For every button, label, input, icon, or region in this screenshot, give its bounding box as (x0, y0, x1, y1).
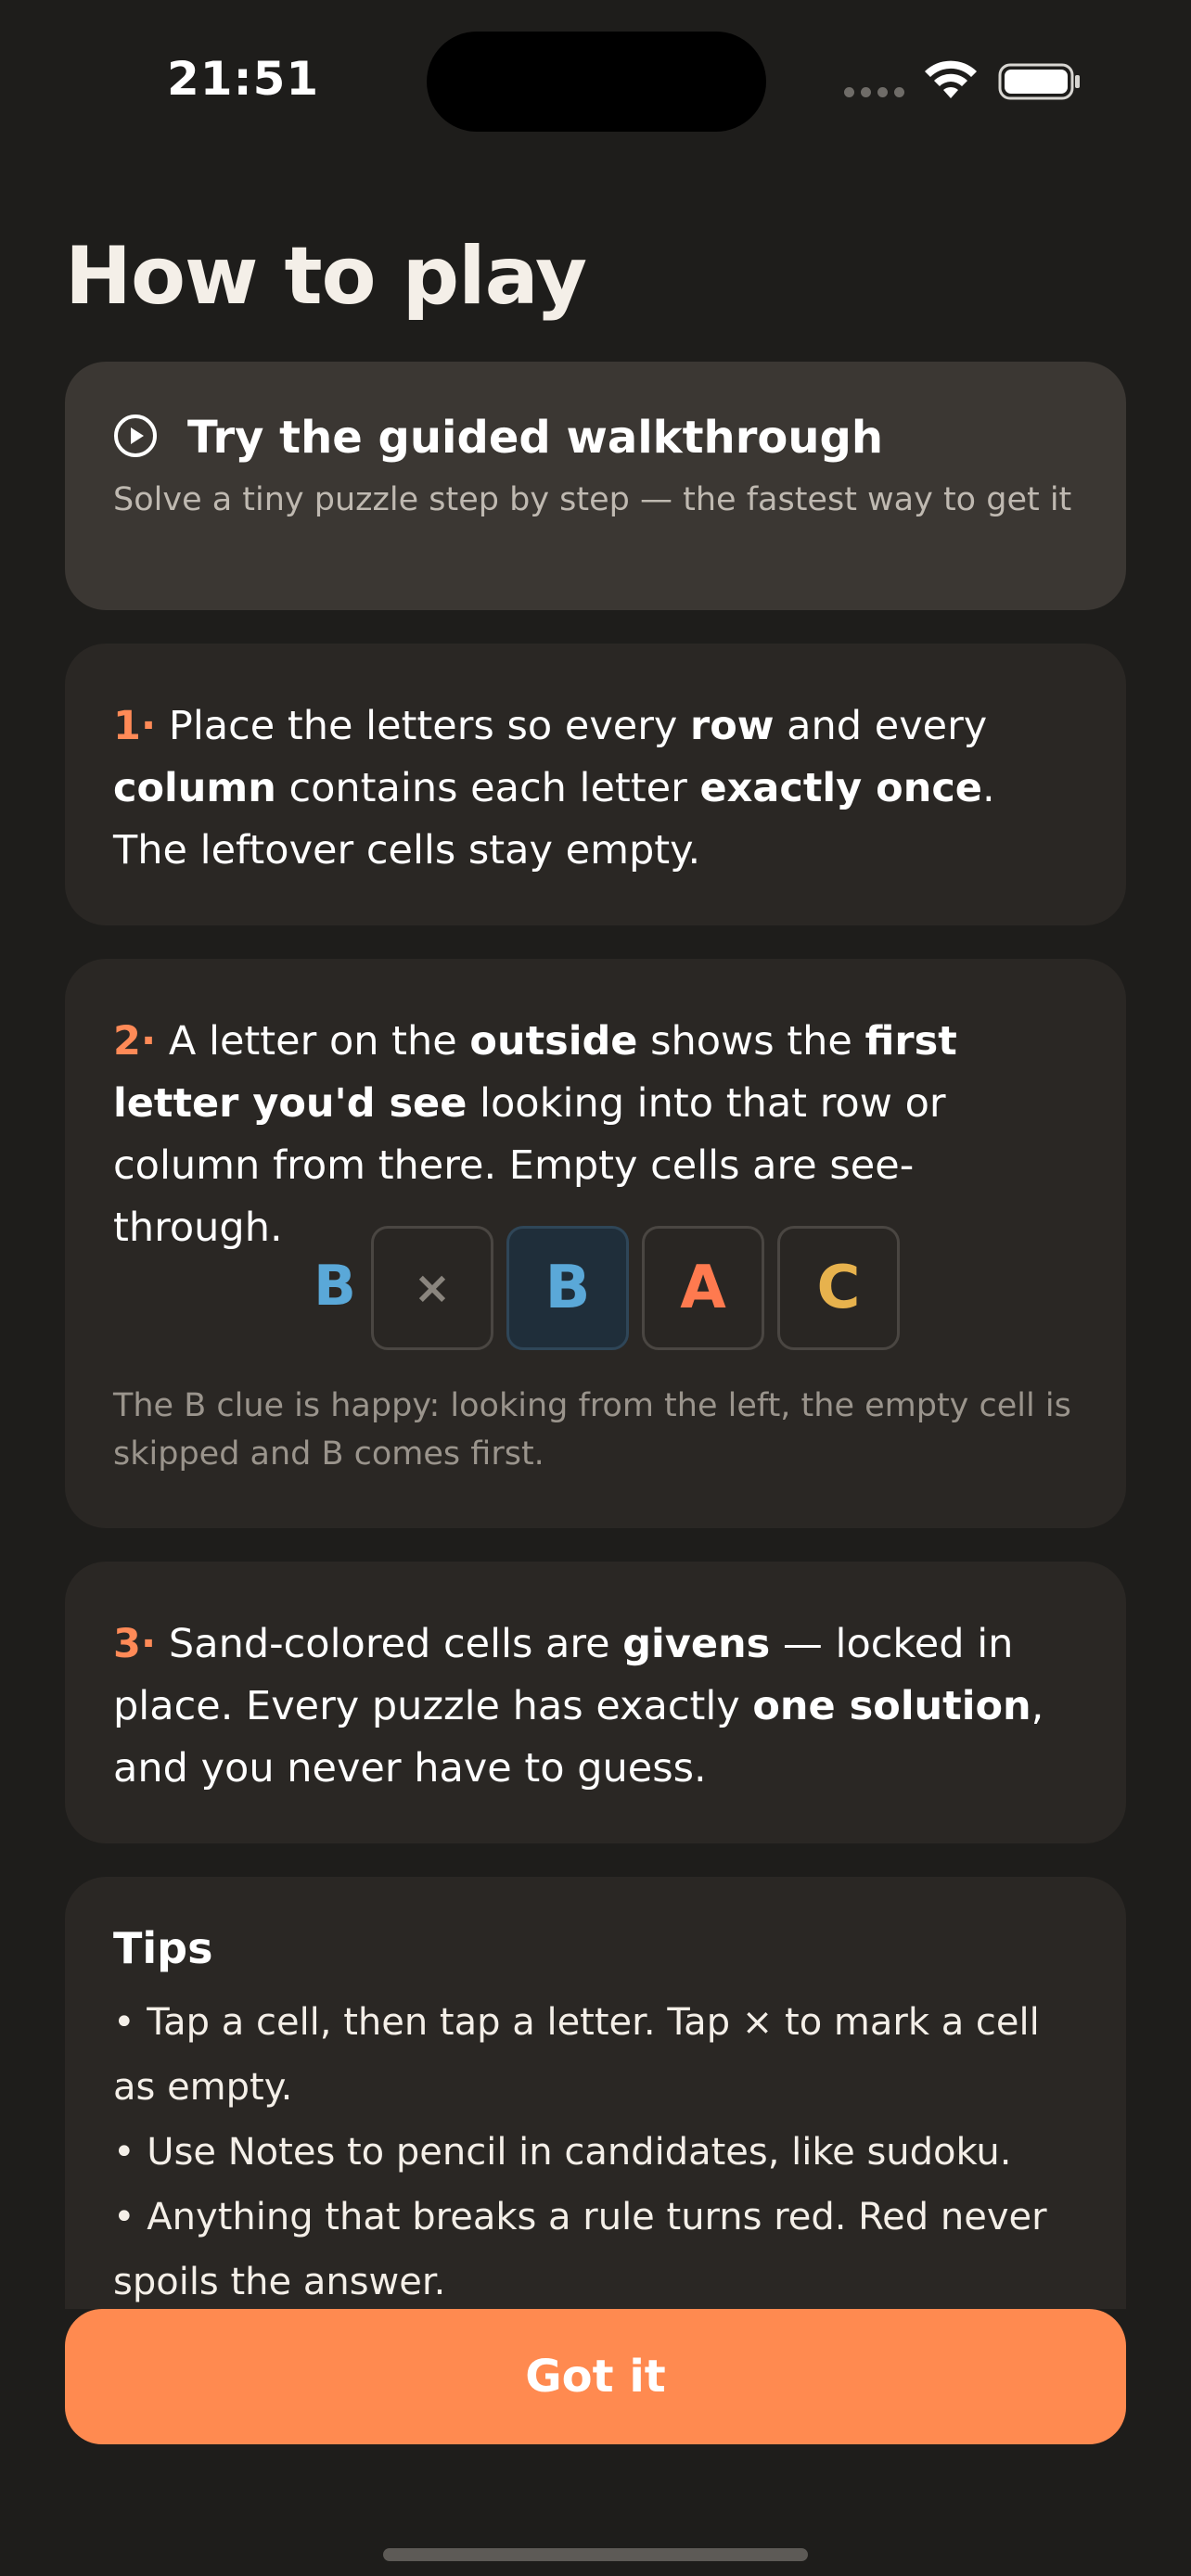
example-cell-b: B (506, 1226, 629, 1350)
example-cell-a: A (642, 1226, 764, 1350)
example-cell-c: C (777, 1226, 900, 1350)
example-row (65, 1226, 1126, 1352)
example-caption: The B clue is happy: looking from the left, the empty cell is skipped and B comes first. (113, 1387, 1071, 1473)
rule-3-part: — locked in place. Every puzzle has exactly (113, 1621, 1014, 1729)
rule-1-emphasis: exactly once (699, 765, 982, 811)
rule-3-emphasis: givens (622, 1621, 771, 1667)
walkthrough-title: Try the guided walkthrough (187, 412, 884, 464)
rule-1-part: . The leftover cells stay empty. (113, 765, 995, 874)
rule-1-number: 1· (113, 703, 157, 749)
tips-card (65, 1877, 1126, 2309)
rule-2-part: looking into that row or column from there. Empty cells are see-through. (113, 1080, 946, 1251)
play-circle-icon (113, 414, 158, 458)
rule-1-emphasis: column (113, 765, 276, 811)
rule-2-number: 2· (113, 1018, 157, 1065)
tip-item: • Anything that breaks a rule turns red. Red never spoils the answer. (113, 2196, 1047, 2303)
instructions-scroll-area[interactable] (65, 362, 1126, 2309)
guided-walkthrough-card[interactable] (65, 362, 1126, 610)
rule-3-part: , and you never have to guess. (113, 1683, 1044, 1792)
tips-title: Tips (113, 1923, 213, 1973)
rule-2-part: A letter on the (156, 1018, 470, 1065)
rule-3-part: Sand-colored cells are (156, 1621, 623, 1667)
status-time: 21:51 (167, 52, 320, 106)
rule-1-part: contains each letter (275, 765, 700, 811)
dynamic-island (427, 32, 766, 132)
rule-card-2 (65, 959, 1126, 1528)
home-indicator[interactable] (383, 2548, 808, 2561)
rule-1-part: Place the letters so every (156, 703, 691, 749)
rule-2-emphasis: first letter you'd see (113, 1018, 957, 1127)
rule-2-text (113, 1011, 1078, 1259)
status-bar (0, 0, 1191, 167)
tips-list (113, 1990, 1078, 2309)
rule-1-text (113, 695, 1078, 882)
rule-2-emphasis: outside (469, 1018, 638, 1065)
rule-2-part: shows the (637, 1018, 865, 1065)
rule-3-number: 3· (113, 1621, 157, 1667)
example-cell-empty: × (371, 1226, 493, 1350)
page-title: How to play (65, 230, 587, 323)
example-clue: B (314, 1254, 356, 1319)
rule-3-text (113, 1613, 1078, 1800)
rule-card-3 (65, 1562, 1126, 1843)
cellular-signal-icon (844, 87, 905, 98)
rule-1-part: and every (774, 703, 988, 749)
wifi-icon (924, 57, 978, 100)
tip-item: • Tap a cell, then tap a letter. Tap × to mark a cell as empty. (113, 2001, 1040, 2109)
battery-icon (998, 63, 1082, 100)
walkthrough-subtitle: Solve a tiny puzzle step by step — the fastest way to get it (113, 481, 1072, 518)
rule-1-emphasis: row (690, 703, 775, 749)
tip-item: • Use Notes to pencil in candidates, like sudoku. (113, 2131, 1012, 2174)
rule-card-1 (65, 644, 1126, 925)
got-it-button[interactable]: Got it (65, 2309, 1126, 2444)
rule-3-emphasis: one solution (752, 1683, 1031, 1729)
